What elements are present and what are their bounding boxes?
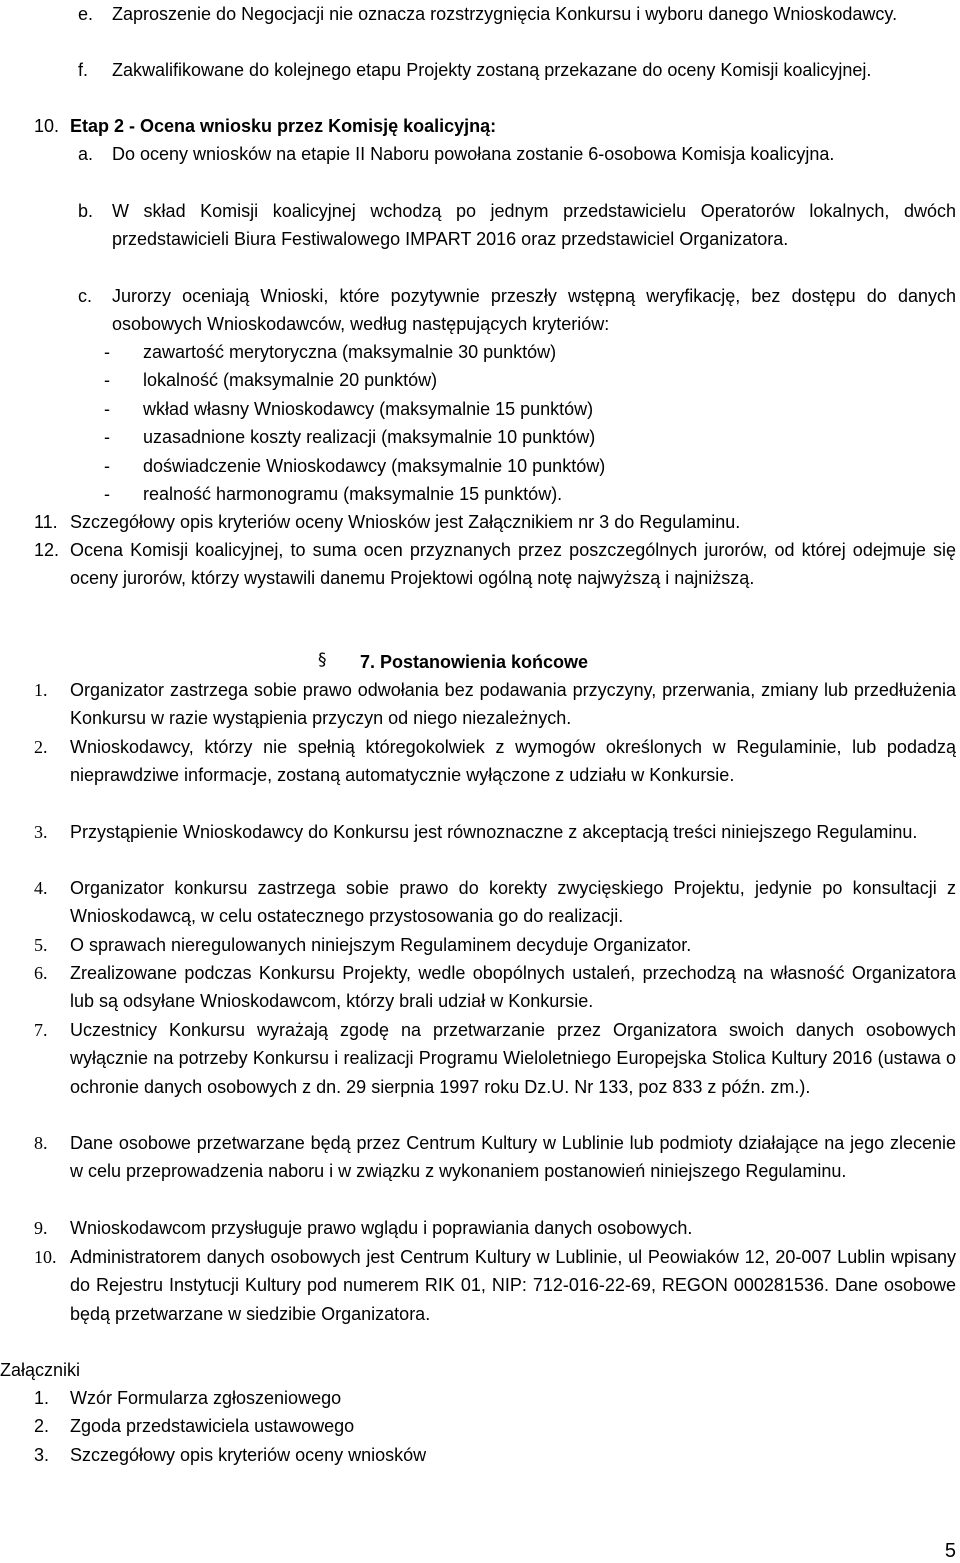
- list-label: f.: [78, 60, 89, 80]
- dash: -: [104, 427, 110, 448]
- list-label: c.: [78, 286, 93, 306]
- list-item-c: [0, 282, 956, 339]
- list-item-a: [0, 140, 956, 168]
- criteria-text: realność harmonogramu (maksymalnie 15 punktów).: [143, 484, 563, 504]
- list-item-text: Organizator konkursu zastrzega sobie prawo do korekty zwycięskiego Projektu, jedynie po konsultacji z Wnioskodawcą, w celu ostatecznego przystosowania go do realizacji.: [70, 878, 956, 927]
- attachment-text: Zgoda przedstawiciela ustawowego: [70, 1416, 355, 1437]
- page-number: 5: [944, 1540, 956, 1562]
- item-number: 10.: [34, 116, 60, 136]
- section-heading-etap2: [0, 112, 956, 140]
- item-number: 3.: [34, 822, 48, 842]
- item-number: 9.: [34, 1218, 48, 1238]
- list-item-12: [0, 536, 956, 593]
- list-item-text: Organizator zastrzega sobie prawo odwołania bez podawania przyczyny, przerwania, zmiany lub przedłużenia Konkursu w razie wystąpienia przyczyn od niego niezależnych.: [70, 680, 956, 729]
- list-item-text: Ocena Komisji koalicyjnej, to suma ocen przyznanych przez poszczególnych jurorów, od której odejmuje się oceny jurorów, którzy wystawili danemu Projektowi ogólną notę najwyższą i najniższą.: [70, 540, 956, 589]
- dash: -: [104, 484, 110, 504]
- item-number: 2.: [34, 1416, 50, 1437]
- list-item-text: Szczegółowy opis kryteriów oceny Wniosków jest Załącznikiem nr 3 do Regulaminu.: [70, 512, 741, 532]
- final-item-10: [0, 1243, 956, 1328]
- final-item-9: [0, 1214, 956, 1242]
- attachments-title: Załączniki: [0, 1360, 81, 1380]
- attachment-text: Szczegółowy opis kryteriów oceny wniosków: [70, 1444, 427, 1465]
- section-title: 7. Postanowienia końcowe: [360, 652, 589, 672]
- list-item-text: W skład Komisji koalicyjnej wchodzą po jednym przedstawicielu Operatorów lokalnych, dwóch przedstawicieli Biura Festiwalowego IMPART 2016 oraz przedstawiciel Organizatora.: [112, 201, 956, 250]
- final-item-4: [0, 874, 956, 931]
- paragraph-mark: §: [318, 650, 327, 670]
- list-item-text: Zakwalifikowane do kolejnego etapu Projekty zostaną przekazane do oceny Komisji koalicyjnej.: [112, 60, 872, 80]
- section-heading-postanowienia: [318, 648, 648, 676]
- dash: -: [104, 398, 110, 419]
- final-item-6: [0, 959, 956, 1016]
- list-label: a.: [78, 144, 94, 164]
- dash: -: [104, 342, 110, 362]
- final-item-7: [0, 1016, 956, 1101]
- attachment-text: Wzór Formularza zgłoszeniowego: [70, 1388, 342, 1408]
- criteria-text: doświadczenie Wnioskodawcy (maksymalnie 10 punktów): [143, 455, 606, 476]
- final-item-8: [0, 1129, 956, 1186]
- item-number: 11.: [34, 512, 58, 532]
- item-number: 6.: [34, 963, 48, 983]
- item-number: 1.: [34, 680, 48, 700]
- item-number: 3.: [34, 1444, 50, 1465]
- item-number: 10.: [34, 1247, 57, 1267]
- list-item-text: Przystąpienie Wnioskodawcy do Konkursu jest równoznaczne z akceptacją treści niniejszego Regulaminu.: [70, 822, 918, 842]
- criteria-text: lokalność (maksymalnie 20 punktów): [143, 370, 438, 391]
- list-label: e.: [78, 4, 94, 24]
- criteria-text: wkład własny Wnioskodawcy (maksymalnie 15 punktów): [143, 398, 594, 419]
- list-item-text: Jurorzy oceniają Wnioski, które pozytywnie przeszły wstępną weryfikację, bez dostępu do danych osobowych Wnioskodawców, według następujących kryteriów:: [112, 286, 956, 335]
- list-item-text: Wnioskodawcy, którzy nie spełnią któregokolwiek z wymogów określonych w Regulaminie, lub podadzą nieprawdziwe informacje, zostaną automatycznie wyłączone z udziału w Konkursie.: [70, 737, 956, 786]
- item-number: 12.: [34, 540, 60, 560]
- list-item-text: Wnioskodawcom przysługuje prawo wglądu i poprawiania danych osobowych.: [70, 1218, 693, 1238]
- list-item-text: Dane osobowe przetwarzane będą przez Centrum Kultury w Lublinie lub podmioty działające na jego zlecenie w celu przeprowadzenia naboru i w związku z wykonaniem postanowień niniejszego Regulaminu.: [70, 1133, 956, 1182]
- final-item-1: [0, 676, 956, 733]
- list-item-text: Zaproszenie do Negocjacji nie oznacza rozstrzygnięcia Konkursu i wyboru danego Wnioskodawcy.: [112, 4, 898, 24]
- item-number: 1.: [34, 1388, 50, 1408]
- list-item-e: [0, 0, 956, 28]
- list-item-text: Do oceny wniosków na etapie II Naboru powołana zostanie 6-osobowa Komisja koalicyjna.: [112, 144, 835, 164]
- final-item-5: [0, 931, 956, 959]
- dash: -: [104, 455, 110, 476]
- item-number: 2.: [34, 737, 48, 757]
- item-number: 8.: [34, 1133, 48, 1153]
- dash: -: [104, 370, 110, 391]
- item-number: 7.: [34, 1020, 48, 1040]
- list-label: b.: [78, 201, 94, 221]
- criteria-text: uzasadnione koszty realizacji (maksymalnie 10 punktów): [143, 427, 596, 448]
- list-item-11: [0, 508, 956, 536]
- list-item-text: O sprawach nieregulowanych niniejszym Regulaminem decyduje Organizator.: [70, 935, 692, 955]
- final-item-2: [0, 733, 956, 790]
- section-title: Etap 2 - Ocena wniosku przez Komisję koalicyjną:: [70, 116, 497, 136]
- list-item-b: [0, 197, 956, 254]
- list-item-text: Zrealizowane podczas Konkursu Projekty, wedle obopólnych ustaleń, przechodzą na własność Organizatora lub są odsyłane Wnioskodawcom, którzy brali udział w Konkursie.: [70, 963, 956, 1012]
- list-item-text: Administratorem danych osobowych jest Centrum Kultury w Lublinie, ul Peowiaków 12, 20-007 Lublin wpisany do Rejestru Instytucji Kultury pod numerem RIK 01, NIP: 712-016-22-69, REGON 000281536. Dane osobowe będą przetwarzane w siedzibie Organizatora.: [70, 1247, 956, 1324]
- criteria-text: zawartość merytoryczna (maksymalnie 30 punktów): [143, 342, 557, 362]
- item-number: 4.: [34, 878, 48, 898]
- list-item-f: [0, 56, 956, 84]
- item-number: 5.: [34, 935, 48, 955]
- list-item-text: Uczestnicy Konkursu wyrażają zgodę na przetwarzanie przez Organizatora swoich danych osobowych wyłącznie na potrzeby Konkursu i realizacji Programu Wieloletniego Europejska Stolica Kultury 2016 (ustawa o ochronie danych osobowych z dn. 29 sierpnia 1997 roku Dz.U. Nr 133, poz 833 z późn. zm.).: [70, 1020, 956, 1097]
- final-item-3: [0, 818, 956, 846]
